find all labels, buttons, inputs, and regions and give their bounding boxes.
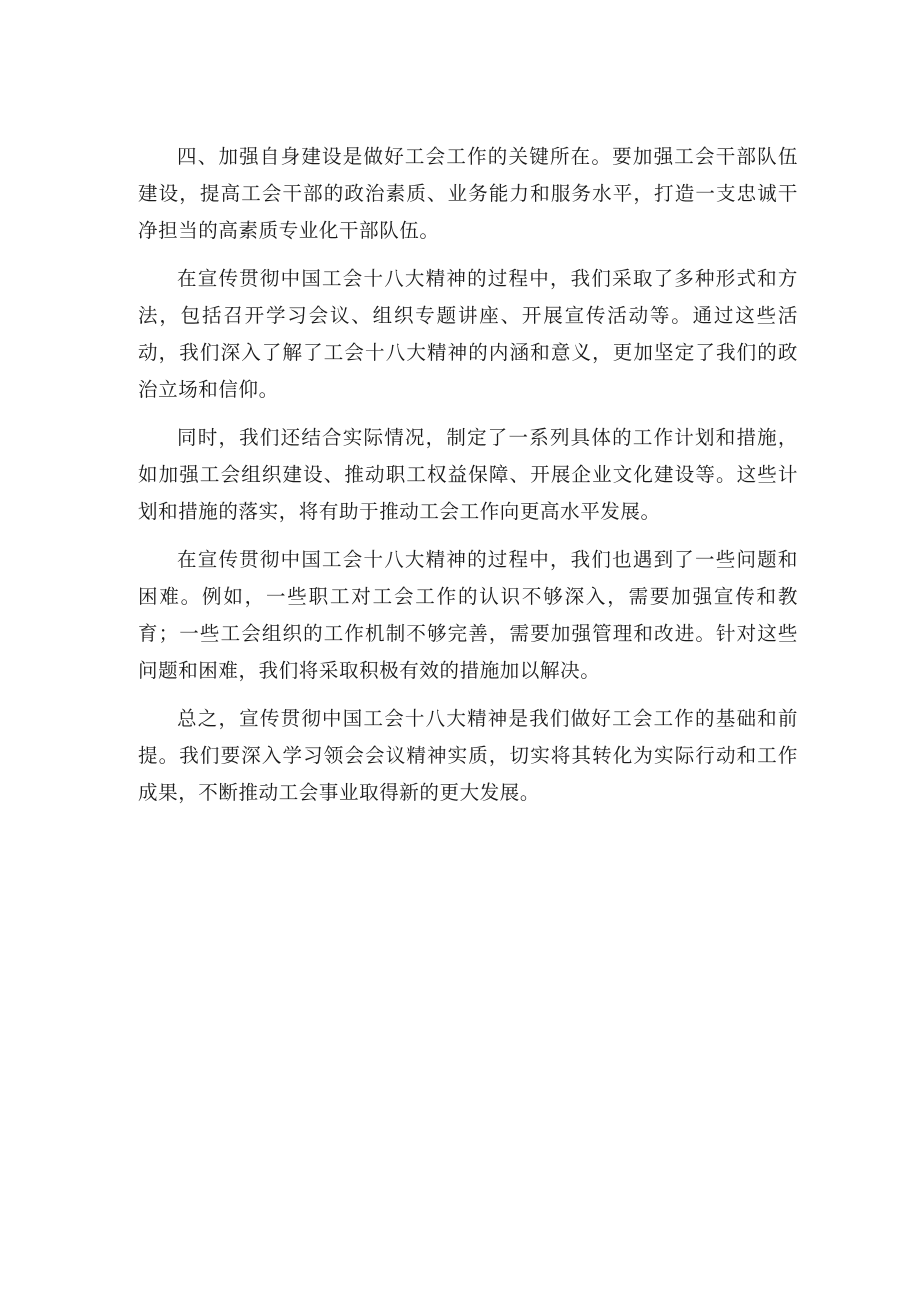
paragraph-self-building: 四、加强自身建设是做好工会工作的关键所在。要加强工会干部队伍建设，提高工会干部的政治素质、业务能力和服务水平，打造一支忠诚干净担当的高素质专业化干部队伍。 (138, 145, 798, 242)
paragraph-publicity-methods: 在宣传贯彻中国工会十八大精神的过程中，我们采取了多种形式和方法，包括召开学习会议、组织专题讲座、开展宣传活动等。通过这些活动，我们深入了解了工会十八大精神的内涵和意义，更加坚定了我们的政治立场和信仰。 (138, 267, 798, 401)
paragraph-work-plans: 同时，我们还结合实际情况，制定了一系列具体的工作计划和措施，如加强工会组织建设、推动职工权益保障、开展企业文化建设等。这些计划和措施的落实，将有助于推动工会工作向更高水平发展。 (138, 426, 798, 523)
paragraph-problems: 在宣传贯彻中国工会十八大精神的过程中，我们也遇到了一些问题和困难。例如，一些职工对工会工作的认识不够深入，需要加强宣传和教育；一些工会组织的工作机制不够完善，需要加强管理和改进。针对这些问题和困难，我们将采取积极有效的措施加以解决。 (138, 548, 798, 682)
paragraph-conclusion: 总之，宣传贯彻中国工会十八大精神是我们做好工会工作的基础和前提。我们要深入学习领会会议精神实质，切实将其转化为实际行动和工作成果，不断推动工会事业取得新的更大发展。 (138, 707, 798, 804)
document-body (138, 138, 798, 822)
